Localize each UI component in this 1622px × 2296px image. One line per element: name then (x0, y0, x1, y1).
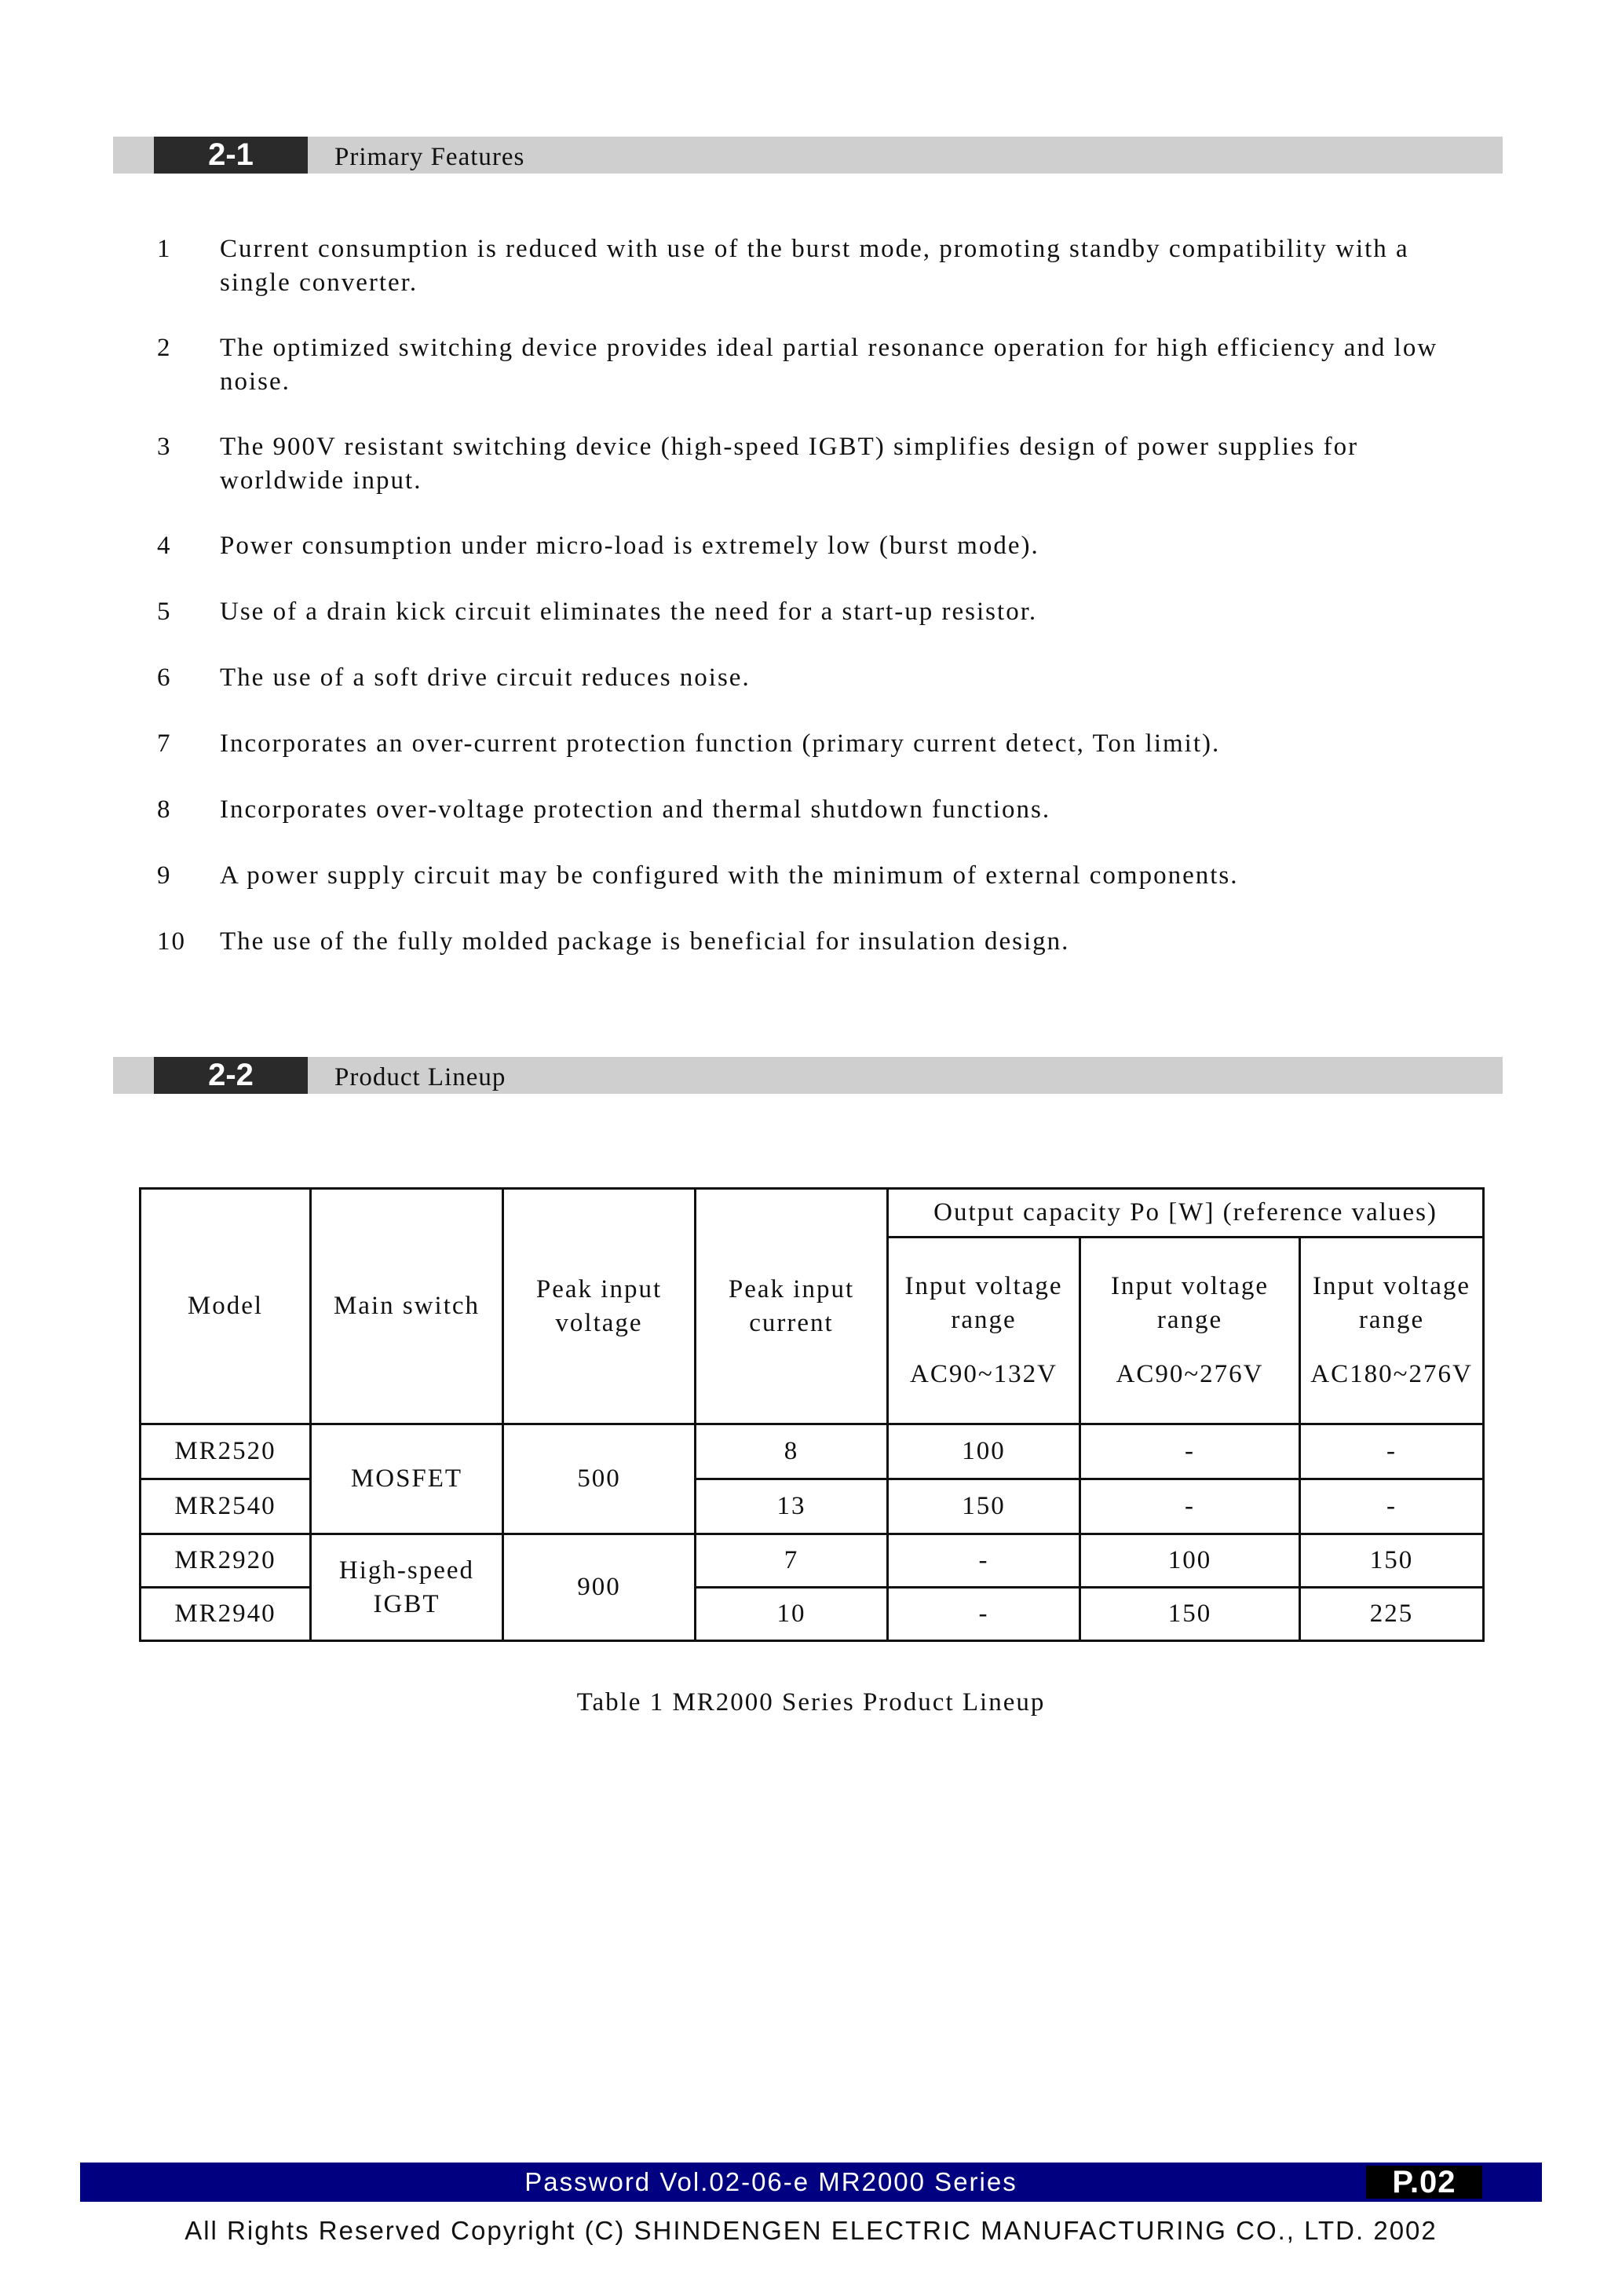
item-number: 10 (157, 927, 186, 956)
table-row (141, 1534, 1484, 1588)
cell-po: 225 (1300, 1588, 1484, 1641)
cell-po: 100 (1080, 1534, 1300, 1588)
header-output-capacity: Output capacity Po [W] (reference values) (888, 1189, 1484, 1238)
item-number: 4 (157, 532, 172, 560)
cell-peak-voltage: 500 (503, 1424, 696, 1534)
footer-bar (80, 2163, 1542, 2202)
item-number: 9 (157, 861, 172, 890)
cell-po: - (888, 1588, 1080, 1641)
cell-main-switch: High-speed IGBT (311, 1534, 503, 1641)
item-number: 7 (157, 729, 172, 758)
cell-model: MR2940 (141, 1588, 311, 1641)
range-label: Input voltage range (904, 1272, 1063, 1334)
item-text: Incorporates over-voltage protection and thermal shutdown functions. (220, 795, 1051, 824)
range-value: AC90~132V (909, 1360, 1058, 1388)
copyright-notice: All Rights Reserved Copyright (C) SHINDENGEN ELECTRIC MANUFACTURING CO., LTD. 2002 (184, 2216, 1438, 2245)
cell-po: - (888, 1534, 1080, 1588)
header-input-range (888, 1238, 1080, 1424)
section-number: 2-1 (154, 137, 308, 174)
header-input-range (1300, 1238, 1484, 1424)
cell-peak-current: 13 (696, 1479, 888, 1534)
cell-po: - (1300, 1479, 1484, 1534)
table-header-row (141, 1189, 1484, 1238)
item-number: 8 (157, 795, 172, 824)
item-text: The optimized switching device provides ideal partial resonance operation for high efficiency and low noise. (220, 334, 1438, 396)
cell-po: 150 (1080, 1588, 1300, 1641)
cell-peak-current: 10 (696, 1588, 888, 1641)
range-value: AC180~276V (1310, 1360, 1473, 1388)
item-text: The use of the fully molded package is beneficial for insulation design. (220, 927, 1070, 956)
table-row (141, 1424, 1484, 1479)
header-peak-input-voltage: Peak input voltage (503, 1189, 696, 1424)
section-header-product-lineup (113, 1057, 1503, 1094)
item-number: 3 (157, 433, 172, 461)
footer-title: Password Vol.02-06-e MR2000 Series (524, 2167, 1017, 2196)
range-value: AC90~276V (1116, 1360, 1264, 1388)
header-input-range (1080, 1238, 1300, 1424)
item-number: 1 (157, 235, 172, 263)
item-number: 5 (157, 598, 172, 626)
item-text: Current consumption is reduced with use of the burst mode, promoting standby compatibility with a single converter. (220, 235, 1409, 297)
cell-model: MR2520 (141, 1424, 311, 1479)
product-lineup-table (139, 1187, 1485, 1642)
item-number: 2 (157, 334, 172, 362)
section-title: Primary Features (334, 143, 525, 171)
section-title: Product Lineup (334, 1063, 506, 1091)
item-text: Incorporates an over-current protection function (primary current detect, Ton limit). (220, 729, 1221, 758)
cell-peak-current: 8 (696, 1424, 888, 1479)
cell-po: 100 (888, 1424, 1080, 1479)
range-label: Input voltage range (1312, 1272, 1471, 1334)
cell-peak-voltage: 900 (503, 1534, 696, 1641)
section-number: 2-2 (154, 1057, 308, 1094)
cell-model: MR2540 (141, 1479, 311, 1534)
cell-po: - (1300, 1424, 1484, 1479)
header-model: Model (141, 1189, 311, 1424)
cell-model: MR2920 (141, 1534, 311, 1588)
cell-main-switch: MOSFET (311, 1424, 503, 1534)
cell-po: 150 (1300, 1534, 1484, 1588)
header-peak-input-current: Peak input current (696, 1189, 888, 1424)
item-text: Power consumption under micro-load is extremely low (burst mode). (220, 532, 1039, 560)
range-label: Input voltage range (1110, 1272, 1269, 1334)
section-header-primary-features (113, 137, 1503, 174)
item-text: The use of a soft drive circuit reduces noise. (220, 664, 751, 692)
page-number: P.02 (1366, 2166, 1482, 2199)
cell-po: - (1080, 1479, 1300, 1534)
item-number: 6 (157, 664, 172, 692)
cell-po: - (1080, 1424, 1300, 1479)
item-text: The 900V resistant switching device (high-speed IGBT) simplifies design of power supplies for worldwide input. (220, 433, 1359, 495)
header-main-switch: Main switch (311, 1189, 503, 1424)
cell-po: 150 (888, 1479, 1080, 1534)
cell-peak-current: 7 (696, 1534, 888, 1588)
table-caption: Table 1 MR2000 Series Product Lineup (576, 1688, 1046, 1717)
item-text: A power supply circuit may be configured with the minimum of external components. (220, 861, 1239, 890)
item-text: Use of a drain kick circuit eliminates the need for a start-up resistor. (220, 598, 1038, 626)
